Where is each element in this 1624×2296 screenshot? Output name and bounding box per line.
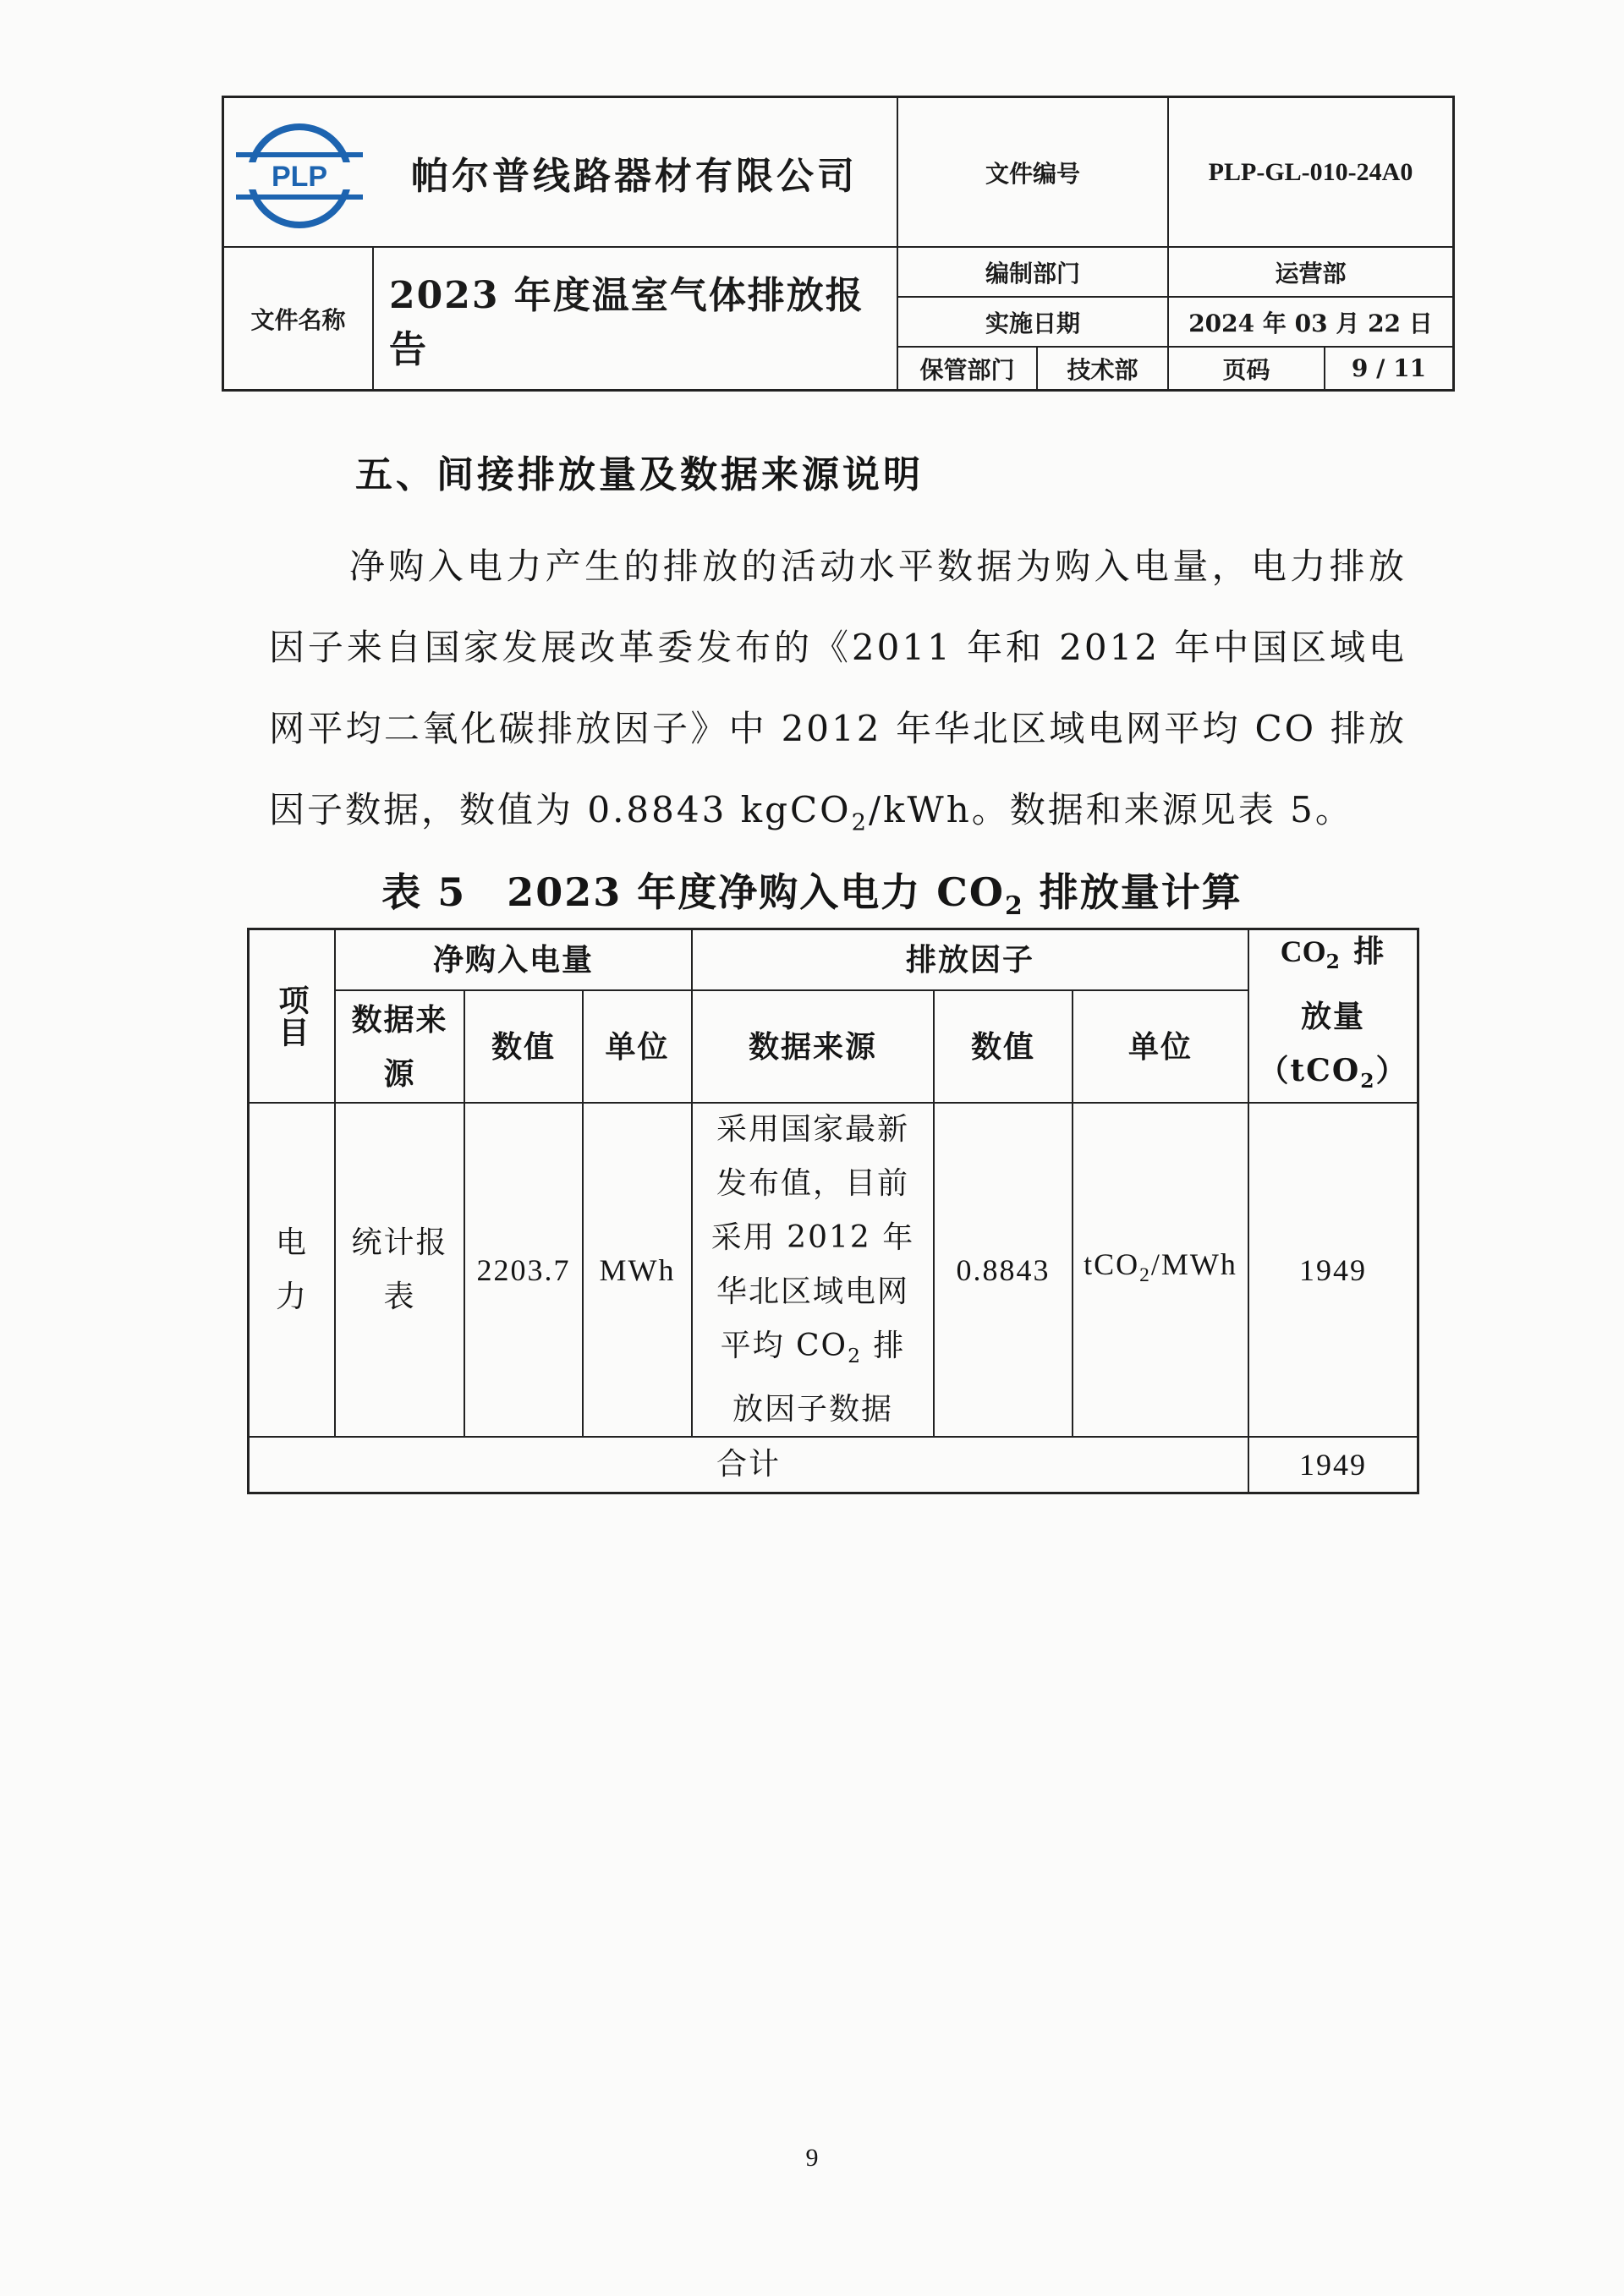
dept-label: 编制部门 — [985, 259, 1080, 288]
total-value: 1949 — [1299, 1448, 1367, 1482]
section-heading: 五、间接排放量及数据来源说明 — [355, 453, 924, 496]
col-power-source: 数据来源 — [351, 1001, 448, 1092]
page-value: 9 / 11 — [1351, 354, 1427, 382]
dept-value: 运营部 — [1275, 259, 1347, 288]
row-emission: 1949 — [1299, 1252, 1367, 1287]
col-factor-unit: 单位 — [1127, 1028, 1193, 1065]
svg-text:PLP: PLP — [271, 161, 328, 193]
emission-table — [247, 928, 1419, 1494]
col-power-value: 数值 — [491, 1028, 556, 1065]
keep-dept-label: 保管部门 — [919, 355, 1015, 384]
row-factor-value: 0.8843 — [956, 1252, 1051, 1287]
group-emission-factor: 排放因子 — [905, 942, 1034, 978]
row-factor-unit: tCO$_2$/MWh — [1084, 1247, 1237, 1287]
page-label: 页码 — [1222, 355, 1270, 384]
group-net-power: 净购入电量 — [432, 942, 594, 978]
row-power-unit: MWh — [599, 1252, 676, 1287]
col-emission: $CO_2$ 排放量 （tCO$_2$） — [1258, 934, 1408, 1093]
doc-title: 2023 年度温室气体排放报告 — [389, 273, 864, 371]
section-paragraph: 净购入电力产生的排放的活动水平数据为购入电量，电力排放因子来自国家发展改革委发布的《2011 年和 2012 年中国区域电网平均二氧化碳排放因子》中 2012 年华北区域电网平均 CO 排放因子数据，数值为 0.8843 kgCO$_2$/kWh。数据和来源见表 5。 — [269, 545, 1407, 836]
company-logo-icon — [236, 117, 363, 235]
doc-number-label: 文件编号 — [985, 159, 1080, 188]
row-power-source: 统计报表 — [351, 1225, 448, 1314]
col-item: 项目 — [274, 984, 310, 1049]
col-power-unit: 单位 — [605, 1028, 670, 1065]
row-factor-source: 采用国家最新发布值，目前采用 2012 年华北区域电网平均 $CO_2$ 排放因子数据 — [710, 1111, 915, 1427]
col-factor-value: 数值 — [970, 1028, 1035, 1065]
row-item: 电力 — [275, 1225, 308, 1314]
date-value: 2024 年 03 月 22 日 — [1188, 309, 1433, 337]
row-power-value: 2203.7 — [476, 1252, 571, 1287]
table-caption: 表 5 2023 年度净购入电力 $CO_2$ 排放量计算 — [381, 869, 1243, 922]
date-label: 实施日期 — [985, 309, 1080, 337]
keep-dept-value: 技术部 — [1067, 355, 1138, 384]
company-name: 帕尔普线路器材有限公司 — [411, 154, 858, 198]
doc-number: PLP-GL-010-24A0 — [1208, 157, 1413, 186]
document-header — [222, 96, 1455, 392]
page-number: 9 — [805, 2144, 819, 2172]
col-factor-source: 数据来源 — [748, 1028, 877, 1065]
total-label: 合计 — [716, 1447, 781, 1482]
doc-name-label: 文件名称 — [250, 305, 346, 334]
